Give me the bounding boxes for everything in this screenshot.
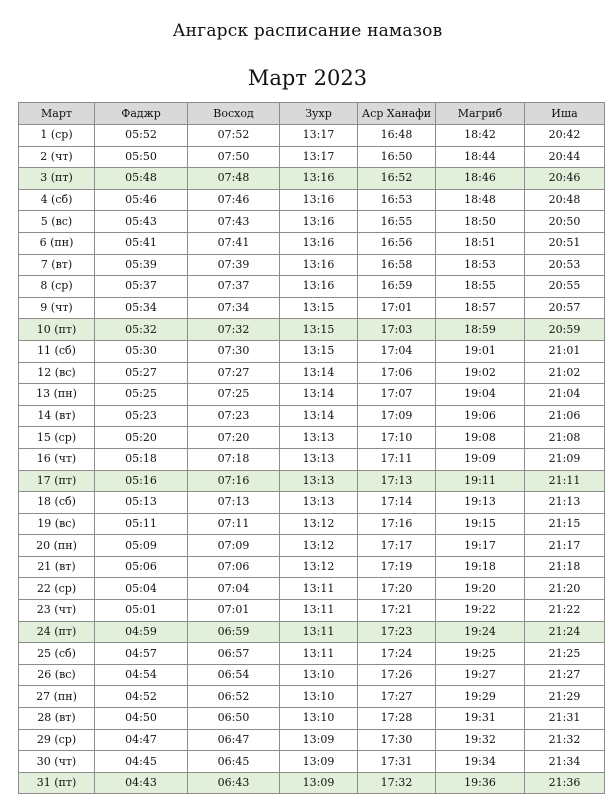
cell-isha: 21:15 [525, 513, 605, 535]
table-row [19, 254, 605, 276]
cell-isha: 21:06 [525, 405, 605, 427]
table-row [19, 664, 605, 686]
table-row [19, 384, 605, 406]
cell-fajr: 05:27 [95, 362, 188, 384]
cell-isha: 21:13 [525, 492, 605, 514]
cell-fajr: 05:30 [95, 340, 188, 362]
cell-fajr: 05:18 [95, 448, 188, 470]
cell-maghrib: 19:18 [436, 556, 525, 578]
cell-maghrib: 19:11 [436, 470, 525, 492]
cell-dhuhr: 13:12 [280, 556, 358, 578]
cell-asr: 16:59 [358, 276, 436, 298]
cell-fajr: 05:06 [95, 556, 188, 578]
cell-isha: 21:25 [525, 643, 605, 665]
cell-maghrib: 19:06 [436, 405, 525, 427]
cell-sunrise: 06:52 [188, 686, 280, 708]
cell-asr: 17:07 [358, 384, 436, 406]
cell-sunrise: 06:54 [188, 664, 280, 686]
cell-dhuhr: 13:14 [280, 405, 358, 427]
cell-day: 4 (сб) [19, 189, 95, 211]
table-row [19, 578, 605, 600]
cell-fajr: 04:52 [95, 686, 188, 708]
cell-asr: 17:10 [358, 427, 436, 449]
cell-asr: 17:19 [358, 556, 436, 578]
cell-sunrise: 07:20 [188, 427, 280, 449]
table-row [19, 232, 605, 254]
cell-isha: 21:29 [525, 686, 605, 708]
table-row [19, 556, 605, 578]
cell-asr: 17:04 [358, 340, 436, 362]
cell-maghrib: 19:25 [436, 643, 525, 665]
table-row [19, 535, 605, 557]
cell-sunrise: 07:52 [188, 125, 280, 147]
cell-fajr: 05:01 [95, 600, 188, 622]
cell-maghrib: 19:32 [436, 729, 525, 751]
prayer-schedule-table [18, 102, 605, 794]
cell-fajr: 04:43 [95, 772, 188, 794]
cell-sunrise: 06:57 [188, 643, 280, 665]
column-header-sunrise: Восход [188, 103, 280, 125]
table-row [19, 751, 605, 773]
cell-asr: 17:13 [358, 470, 436, 492]
cell-maghrib: 19:09 [436, 448, 525, 470]
cell-day: 26 (вс) [19, 664, 95, 686]
cell-sunrise: 07:01 [188, 600, 280, 622]
cell-maghrib: 18:44 [436, 146, 525, 168]
table-row [19, 600, 605, 622]
cell-dhuhr: 13:15 [280, 297, 358, 319]
table-body [19, 125, 605, 794]
cell-day: 7 (вт) [19, 254, 95, 276]
cell-dhuhr: 13:17 [280, 146, 358, 168]
cell-fajr: 05:50 [95, 146, 188, 168]
table-row [19, 686, 605, 708]
cell-day: 22 (ср) [19, 578, 95, 600]
cell-asr: 17:14 [358, 492, 436, 514]
cell-sunrise: 07:32 [188, 319, 280, 341]
cell-day: 23 (чт) [19, 600, 95, 622]
cell-dhuhr: 13:16 [280, 254, 358, 276]
cell-sunrise: 06:50 [188, 708, 280, 730]
cell-fajr: 05:41 [95, 232, 188, 254]
cell-fajr: 05:34 [95, 297, 188, 319]
cell-asr: 16:50 [358, 146, 436, 168]
cell-sunrise: 07:43 [188, 211, 280, 233]
cell-dhuhr: 13:17 [280, 125, 358, 147]
cell-day: 17 (пт) [19, 470, 95, 492]
cell-dhuhr: 13:11 [280, 643, 358, 665]
table-row [19, 729, 605, 751]
cell-day: 21 (вт) [19, 556, 95, 578]
cell-sunrise: 06:45 [188, 751, 280, 773]
cell-day: 14 (вт) [19, 405, 95, 427]
table-row [19, 189, 605, 211]
column-header-dhuhr: Зухр [280, 103, 358, 125]
table-row [19, 643, 605, 665]
cell-dhuhr: 13:13 [280, 448, 358, 470]
cell-maghrib: 18:55 [436, 276, 525, 298]
cell-isha: 21:24 [525, 621, 605, 643]
cell-day: 18 (сб) [19, 492, 95, 514]
cell-dhuhr: 13:09 [280, 729, 358, 751]
cell-day: 31 (пт) [19, 772, 95, 794]
table-row [19, 448, 605, 470]
cell-dhuhr: 13:14 [280, 384, 358, 406]
cell-dhuhr: 13:16 [280, 276, 358, 298]
cell-dhuhr: 13:12 [280, 535, 358, 557]
cell-maghrib: 19:02 [436, 362, 525, 384]
cell-maghrib: 18:53 [436, 254, 525, 276]
column-header-maghrib: Магриб [436, 103, 525, 125]
cell-day: 30 (чт) [19, 751, 95, 773]
cell-isha: 21:11 [525, 470, 605, 492]
cell-isha: 21:31 [525, 708, 605, 730]
cell-dhuhr: 13:16 [280, 211, 358, 233]
cell-maghrib: 19:13 [436, 492, 525, 514]
cell-isha: 20:53 [525, 254, 605, 276]
cell-sunrise: 07:23 [188, 405, 280, 427]
cell-asr: 17:20 [358, 578, 436, 600]
cell-sunrise: 06:59 [188, 621, 280, 643]
cell-isha: 20:59 [525, 319, 605, 341]
cell-day: 11 (сб) [19, 340, 95, 362]
cell-maghrib: 19:29 [436, 686, 525, 708]
cell-isha: 21:01 [525, 340, 605, 362]
column-header-asr: Аср Ханафи [358, 103, 436, 125]
cell-sunrise: 07:06 [188, 556, 280, 578]
cell-fajr: 05:23 [95, 405, 188, 427]
cell-asr: 17:26 [358, 664, 436, 686]
cell-sunrise: 07:16 [188, 470, 280, 492]
cell-sunrise: 07:13 [188, 492, 280, 514]
cell-sunrise: 07:46 [188, 189, 280, 211]
table-row [19, 621, 605, 643]
cell-sunrise: 07:48 [188, 168, 280, 190]
cell-day: 5 (вс) [19, 211, 95, 233]
cell-dhuhr: 13:09 [280, 751, 358, 773]
cell-fajr: 04:47 [95, 729, 188, 751]
cell-sunrise: 07:39 [188, 254, 280, 276]
cell-isha: 21:17 [525, 535, 605, 557]
cell-day: 12 (вс) [19, 362, 95, 384]
cell-sunrise: 07:37 [188, 276, 280, 298]
cell-fajr: 04:57 [95, 643, 188, 665]
cell-dhuhr: 13:16 [280, 189, 358, 211]
cell-fajr: 05:13 [95, 492, 188, 514]
cell-maghrib: 19:36 [436, 772, 525, 794]
cell-sunrise: 07:18 [188, 448, 280, 470]
cell-maghrib: 19:27 [436, 664, 525, 686]
cell-dhuhr: 13:09 [280, 772, 358, 794]
cell-dhuhr: 13:13 [280, 427, 358, 449]
cell-isha: 21:20 [525, 578, 605, 600]
cell-isha: 21:18 [525, 556, 605, 578]
cell-asr: 17:16 [358, 513, 436, 535]
column-header-isha: Иша [525, 103, 605, 125]
cell-isha: 21:08 [525, 427, 605, 449]
cell-asr: 17:24 [358, 643, 436, 665]
cell-dhuhr: 13:10 [280, 708, 358, 730]
cell-maghrib: 19:24 [436, 621, 525, 643]
cell-asr: 17:31 [358, 751, 436, 773]
cell-maghrib: 18:51 [436, 232, 525, 254]
cell-fajr: 05:11 [95, 513, 188, 535]
cell-sunrise: 07:34 [188, 297, 280, 319]
cell-fajr: 04:54 [95, 664, 188, 686]
cell-fajr: 04:50 [95, 708, 188, 730]
cell-fajr: 05:52 [95, 125, 188, 147]
cell-sunrise: 07:41 [188, 232, 280, 254]
table-row [19, 708, 605, 730]
cell-dhuhr: 13:12 [280, 513, 358, 535]
cell-isha: 20:51 [525, 232, 605, 254]
cell-asr: 16:58 [358, 254, 436, 276]
cell-fajr: 04:45 [95, 751, 188, 773]
cell-isha: 21:09 [525, 448, 605, 470]
cell-fajr: 05:09 [95, 535, 188, 557]
cell-maghrib: 19:08 [436, 427, 525, 449]
table-row [19, 492, 605, 514]
cell-isha: 21:36 [525, 772, 605, 794]
cell-isha: 20:57 [525, 297, 605, 319]
cell-asr: 17:21 [358, 600, 436, 622]
cell-maghrib: 18:46 [436, 168, 525, 190]
cell-day: 13 (пн) [19, 384, 95, 406]
cell-asr: 17:23 [358, 621, 436, 643]
cell-asr: 16:55 [358, 211, 436, 233]
cell-fajr: 05:39 [95, 254, 188, 276]
table-header-row [19, 103, 605, 125]
cell-isha: 20:50 [525, 211, 605, 233]
column-header-fajr: Фаджр [95, 103, 188, 125]
cell-isha: 21:34 [525, 751, 605, 773]
cell-maghrib: 18:42 [436, 125, 525, 147]
cell-day: 28 (вт) [19, 708, 95, 730]
cell-dhuhr: 13:13 [280, 492, 358, 514]
cell-day: 15 (ср) [19, 427, 95, 449]
cell-maghrib: 19:17 [436, 535, 525, 557]
table-row [19, 211, 605, 233]
table-row [19, 405, 605, 427]
cell-asr: 17:30 [358, 729, 436, 751]
cell-day: 3 (пт) [19, 168, 95, 190]
cell-asr: 17:06 [358, 362, 436, 384]
cell-isha: 21:27 [525, 664, 605, 686]
cell-isha: 20:46 [525, 168, 605, 190]
cell-maghrib: 19:01 [436, 340, 525, 362]
cell-fajr: 05:37 [95, 276, 188, 298]
cell-maghrib: 19:34 [436, 751, 525, 773]
cell-fajr: 05:16 [95, 470, 188, 492]
cell-sunrise: 07:50 [188, 146, 280, 168]
cell-sunrise: 06:43 [188, 772, 280, 794]
table-row [19, 772, 605, 794]
cell-asr: 16:56 [358, 232, 436, 254]
cell-day: 2 (чт) [19, 146, 95, 168]
table-row [19, 513, 605, 535]
cell-fajr: 05:43 [95, 211, 188, 233]
cell-maghrib: 18:57 [436, 297, 525, 319]
cell-fajr: 04:59 [95, 621, 188, 643]
cell-fajr: 05:46 [95, 189, 188, 211]
cell-isha: 20:42 [525, 125, 605, 147]
cell-sunrise: 07:27 [188, 362, 280, 384]
cell-isha: 21:32 [525, 729, 605, 751]
cell-day: 1 (ср) [19, 125, 95, 147]
cell-maghrib: 18:48 [436, 189, 525, 211]
table-row [19, 470, 605, 492]
cell-day: 24 (пт) [19, 621, 95, 643]
month-title: Март 2023 [247, 66, 368, 90]
cell-sunrise: 07:25 [188, 384, 280, 406]
cell-asr: 17:11 [358, 448, 436, 470]
cell-sunrise: 07:04 [188, 578, 280, 600]
cell-asr: 17:27 [358, 686, 436, 708]
cell-asr: 17:32 [358, 772, 436, 794]
cell-isha: 21:04 [525, 384, 605, 406]
cell-asr: 17:17 [358, 535, 436, 557]
cell-isha: 21:22 [525, 600, 605, 622]
cell-fajr: 05:32 [95, 319, 188, 341]
cell-dhuhr: 13:11 [280, 578, 358, 600]
cell-isha: 20:55 [525, 276, 605, 298]
table-row [19, 297, 605, 319]
cell-dhuhr: 13:15 [280, 319, 358, 341]
cell-sunrise: 07:11 [188, 513, 280, 535]
cell-asr: 17:01 [358, 297, 436, 319]
cell-day: 16 (чт) [19, 448, 95, 470]
cell-dhuhr: 13:10 [280, 686, 358, 708]
cell-maghrib: 19:31 [436, 708, 525, 730]
table-row [19, 362, 605, 384]
cell-isha: 20:48 [525, 189, 605, 211]
table-row [19, 146, 605, 168]
column-header-day: Март [19, 103, 95, 125]
cell-dhuhr: 13:16 [280, 168, 358, 190]
cell-sunrise: 06:47 [188, 729, 280, 751]
cell-asr: 17:28 [358, 708, 436, 730]
table-row [19, 125, 605, 147]
cell-day: 6 (пн) [19, 232, 95, 254]
cell-dhuhr: 13:11 [280, 621, 358, 643]
cell-day: 27 (пн) [19, 686, 95, 708]
cell-dhuhr: 13:16 [280, 232, 358, 254]
cell-dhuhr: 13:10 [280, 664, 358, 686]
page-title: Ангарск расписание намазов [172, 21, 443, 41]
cell-sunrise: 07:09 [188, 535, 280, 557]
cell-day: 19 (вс) [19, 513, 95, 535]
cell-asr: 17:09 [358, 405, 436, 427]
cell-maghrib: 19:22 [436, 600, 525, 622]
cell-day: 20 (пн) [19, 535, 95, 557]
cell-maghrib: 19:15 [436, 513, 525, 535]
cell-maghrib: 18:59 [436, 319, 525, 341]
cell-sunrise: 07:30 [188, 340, 280, 362]
cell-maghrib: 19:04 [436, 384, 525, 406]
table-row [19, 340, 605, 362]
cell-day: 8 (ср) [19, 276, 95, 298]
cell-fajr: 05:20 [95, 427, 188, 449]
table-row [19, 276, 605, 298]
cell-asr: 16:52 [358, 168, 436, 190]
cell-day: 25 (сб) [19, 643, 95, 665]
cell-maghrib: 19:20 [436, 578, 525, 600]
cell-maghrib: 18:50 [436, 211, 525, 233]
cell-day: 10 (пт) [19, 319, 95, 341]
cell-isha: 21:02 [525, 362, 605, 384]
cell-dhuhr: 13:11 [280, 600, 358, 622]
cell-fajr: 05:25 [95, 384, 188, 406]
cell-dhuhr: 13:15 [280, 340, 358, 362]
cell-asr: 16:53 [358, 189, 436, 211]
cell-dhuhr: 13:13 [280, 470, 358, 492]
cell-day: 9 (чт) [19, 297, 95, 319]
table-row [19, 427, 605, 449]
cell-asr: 17:03 [358, 319, 436, 341]
table-row [19, 319, 605, 341]
table-row [19, 168, 605, 190]
cell-day: 29 (ср) [19, 729, 95, 751]
cell-isha: 20:44 [525, 146, 605, 168]
cell-dhuhr: 13:14 [280, 362, 358, 384]
cell-fajr: 05:04 [95, 578, 188, 600]
cell-fajr: 05:48 [95, 168, 188, 190]
cell-asr: 16:48 [358, 125, 436, 147]
